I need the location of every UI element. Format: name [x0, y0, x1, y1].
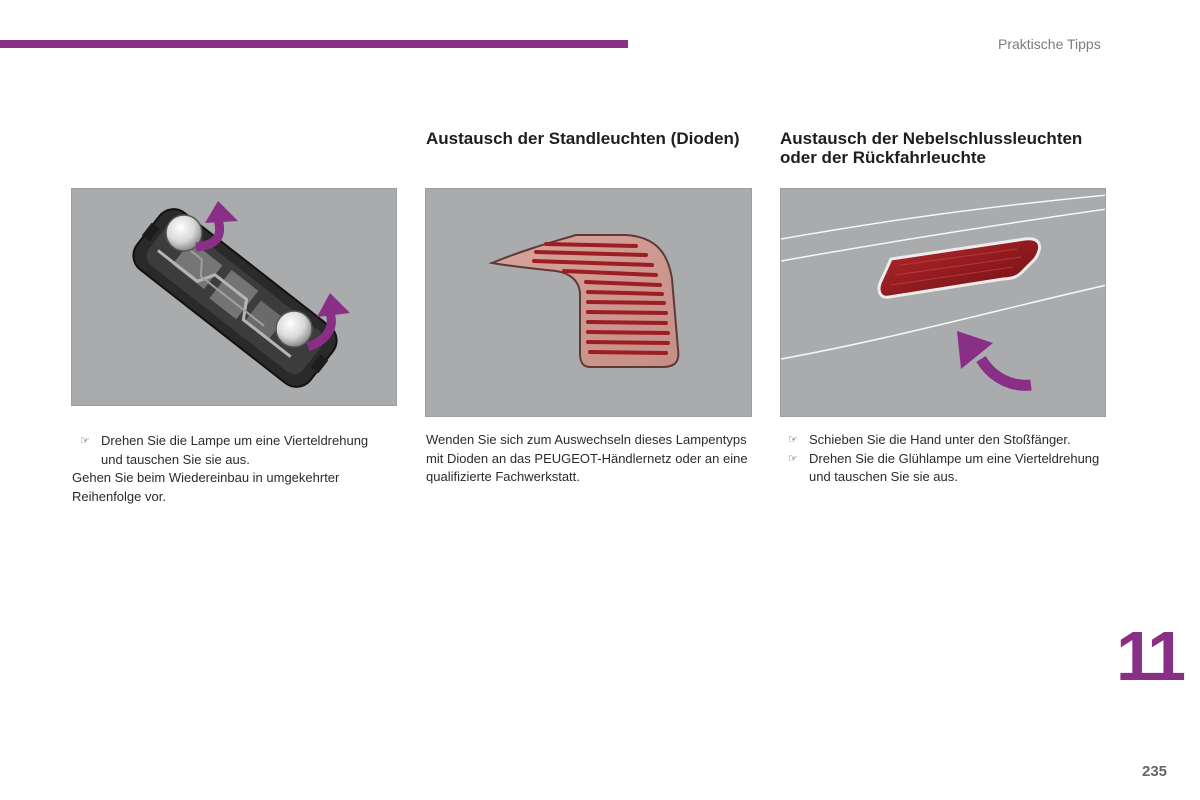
rear-lamp-bulb-holder-illustration [71, 188, 397, 406]
heading-side-lights-led: Austausch der Standleuchten (Dioden) [426, 129, 740, 148]
chapter-accent-bar [0, 40, 628, 48]
bullet-item [72, 432, 392, 469]
column-1-text [72, 432, 392, 506]
rear-lamp-bulb-holder-icon [72, 189, 397, 406]
bullet-text: Schieben Sie die Hand unter den Stoßfänger. [809, 432, 1071, 447]
pointing-hand-icon: ☞ [80, 435, 90, 447]
bullet-text: Drehen Sie die Glühlampe um eine Vierteldrehung und tauschen Sie sie aus. [809, 450, 1100, 484]
pointing-hand-icon: ☞ [788, 452, 798, 465]
page-number: 235 [1142, 763, 1168, 780]
pointing-hand-icon: ☞ [788, 434, 798, 446]
section-label: Praktische Tipps [998, 36, 1101, 52]
bullet-text: Drehen Sie die Lampe um eine Vierteldrehung und tauschen Sie sie aus. [101, 433, 369, 467]
bullet-item [780, 450, 1106, 487]
bullet-item [780, 431, 1106, 450]
column-3-text [780, 431, 1106, 487]
led-side-lamp-illustration [425, 188, 752, 417]
heading-fog-reversing-lamp: Austausch der Nebelschlussleuchten oder der Rückfahrleuchte [780, 129, 1083, 167]
chapter-number: 11 [1116, 617, 1182, 695]
bumper-fog-lamp-illustration [780, 188, 1106, 417]
bumper-fog-lamp-icon [781, 189, 1106, 417]
column-2-text: Wenden Sie sich zum Auswechseln dieses Lampentyps mit Dioden an das PEUGEOT-Händlernetz oder an eine qualifizierte Fachwerkstatt. [426, 432, 748, 484]
reassembly-note: Gehen Sie beim Wiedereinbau in umgekehrter Reihenfolge vor. [72, 470, 340, 504]
led-side-lamp-icon [426, 189, 752, 417]
